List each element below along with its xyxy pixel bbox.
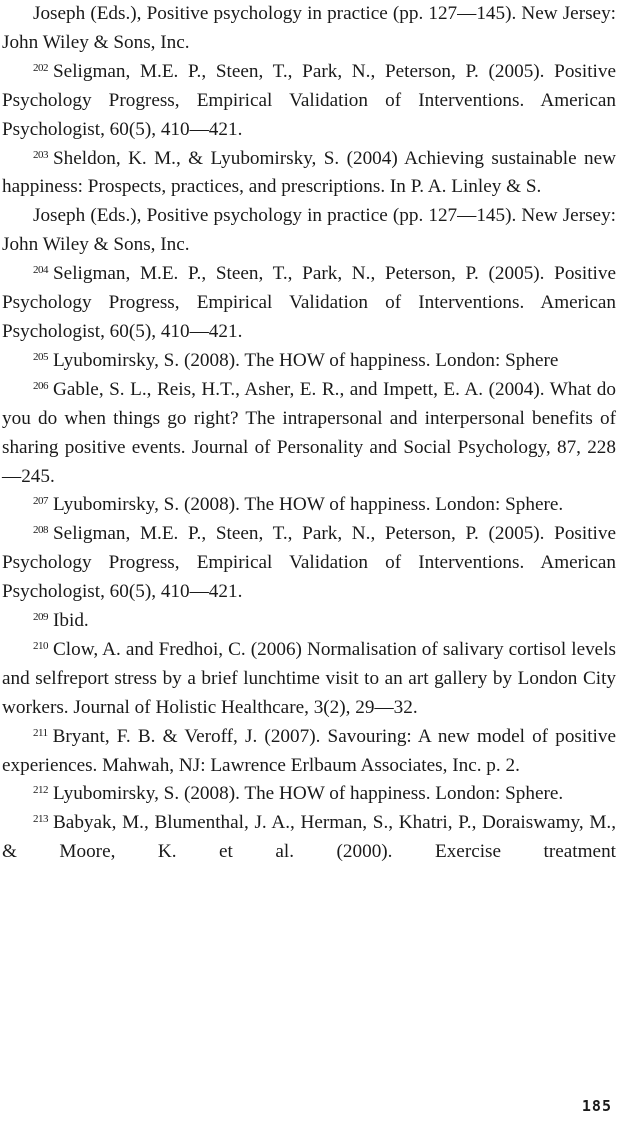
reference-entry-203: $^{203}$ Sheldon, K. M., & Lyubomirsky, S. (2004) Achieving sustainable new happiness: Prospects, practices, and prescriptions. In P. A. Linley & S. — [2, 147, 616, 198]
reference-entry-206: $^{206}$ Gable, S. L., Reis, H.T., Asher, E. R., and Impett, E. A. (2004). What do you do when things go right? The intrapersonal and interpersonal benefits of sharing positive events. Journal of Personality and Social Psychology, 87, 228—245. — [2, 378, 616, 487]
footnote-marker: 213 — [33, 813, 48, 826]
reference-continuation: Joseph (Eds.), Positive psychology in practice (pp. 127—145). New Jersey: John Wiley & Sons, Inc. — [2, 3, 616, 53]
footnote-marker: 208 — [33, 524, 48, 537]
footnote-marker: 203 — [33, 148, 48, 161]
reference-entry-209: $^{209}$ Ibid. — [33, 610, 89, 632]
footnote-marker: 212 — [33, 784, 48, 797]
footnote-marker: 205 — [33, 350, 48, 363]
reference-entry-212: $^{212}$ Lyubomirsky, S. (2008). The HOW of happiness. London: Sphere. — [33, 783, 564, 805]
reference-entry-208: $^{208}$ Seligman, M.E. P., Steen, T., Park, N., Peterson, P. (2005). Positive Psychology Progress, Empirical Validation of Interventions. American Psychologist, 60(5), 410—421. — [2, 523, 616, 603]
footnote-marker: 211 — [33, 726, 48, 739]
reference-entry-205: $^{205}$ Lyubomirsky, S. (2008). The HOW of happiness. London: Sphere — [33, 349, 559, 371]
reference-entry-204: $^{204}$ Seligman, M.E. P., Steen, T., Park, N., Peterson, P. (2005). Positive Psychology Progress, Empirical Validation of Interventions. American Psychologist, 60(5), 410—421. — [2, 263, 616, 342]
footnote-marker: 204 — [33, 264, 48, 277]
reference-entry-210: $^{210}$ Clow, A. and Fredhoi, C. (2006) Normalisation of salivary cortisol levels and selfreport stress by a brief lunchtime visit to an art gallery by London City workers. Journal of Holistic Healthcare, 3(2), 29—32. — [2, 638, 616, 718]
footnote-marker: 207 — [33, 495, 48, 508]
reference-entry-207: $^{207}$ Lyubomirsky, S. (2008). The HOW of happiness. London: Sphere. — [33, 494, 564, 516]
reference-entry-211: $^{211}$ Bryant, F. B. & Veroff, J. (2007). Savouring: A new model of positive experiences. Mahwah, NJ: Lawrence Erlbaum Associates, Inc. p. 2. — [2, 725, 616, 776]
reference-entry-202: $^{202}$ Seligman, M.E. P., Steen, T., Park, N., Peterson, P. (2005). Positive Psychology Progress, Empirical Validation of Interventions. American Psychologist, 60(5), 410—421. — [2, 60, 616, 140]
reference-continuation: Joseph (Eds.), Positive psychology in practice (pp. 127—145). New Jersey: John Wiley & Sons, Inc. — [2, 205, 616, 256]
footnote-marker: 206 — [33, 379, 48, 392]
footnote-marker: 209 — [33, 611, 48, 624]
reference-entry-213: $^{213}$ Babyak, M., Blumenthal, J. A., Herman, S., Khatri, P., Doraiswamy, M., & Moore, K. et al. (2000). Exercise treatment — [2, 812, 616, 863]
footnote-marker: 202 — [33, 61, 48, 74]
references-text — [2, 0, 616, 867]
page-number: 185 — [581, 1097, 612, 1115]
footnote-marker: 210 — [33, 639, 48, 652]
